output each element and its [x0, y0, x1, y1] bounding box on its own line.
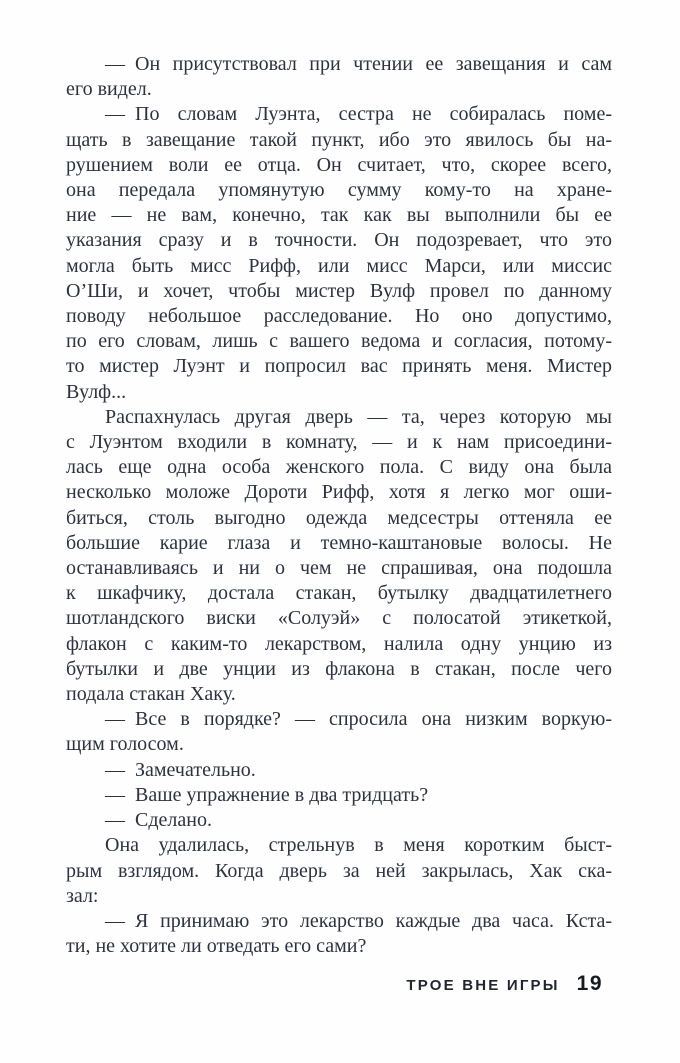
text-line: — Замечательно.	[105, 758, 256, 781]
text-line: останавливаясь и ни о чем не спрашивая, она подошла	[66, 557, 612, 580]
text-line: с Луэнтом входили в комнату, — и к нам присоедини-	[66, 431, 612, 454]
text-line: ти, не хотите ли отведать его сами?	[66, 935, 367, 958]
text-line: рым взглядом. Когда дверь за ней закрылась, Хак ска-	[66, 859, 612, 882]
text-line: указания сразу и в точности. Он подозревает, что это	[66, 229, 612, 252]
text-line: ние — не вам, конечно, так как вы выполнили бы ее	[66, 204, 612, 227]
text-line: — Ваше упражнение в два тридцать?	[105, 783, 429, 806]
paragraph	[66, 783, 612, 808]
text-line: шотландского виски «Солуэй» с полосатой этикеткой,	[66, 607, 612, 630]
paragraph	[66, 405, 612, 707]
text-line: его видел.	[66, 78, 152, 101]
text-line: лась еще одна особа женского пола. С виду она была	[66, 456, 612, 479]
text-line: она передала упомянутую сумму кому-то на хране-	[66, 179, 612, 202]
text-line: — Он присутствовал при чтении ее завещания и сам	[105, 53, 612, 75]
paragraph	[66, 758, 612, 783]
text-line: — Все в порядке? — спросила она низким воркую-	[105, 708, 612, 731]
text-line: Вулф...	[66, 380, 127, 403]
paragraph	[66, 909, 612, 959]
paragraph	[66, 707, 612, 757]
text-line: большие карие глаза и темно-каштановые волосы. Не	[66, 531, 612, 554]
text-line: подала стакан Хаку.	[66, 683, 236, 706]
text-line: поводу небольшое расследование. Но оно допустимо,	[66, 305, 612, 328]
text-line: — Я принимаю это лекарство каждые два часа. Кста-	[105, 909, 612, 932]
paragraph	[66, 833, 612, 909]
text-line: биться, столь выгодно одежда медсестры оттеняла ее	[66, 506, 612, 529]
text-line: к шкафчику, достала стакан, бутылку двадцатилетнего	[66, 582, 612, 605]
text-line: по его словам, лишь с вашего ведома и согласия, потому-	[66, 330, 612, 353]
page-number: 19	[576, 972, 603, 995]
running-title: ТРОЕ ВНЕ ИГРЫ	[406, 977, 560, 994]
text-line: О’Ши, и хочет, чтобы мистер Вулф провел по данному	[66, 279, 612, 302]
text-line: щать в завещание такой пункт, ибо это явилось бы на-	[66, 128, 612, 151]
paragraph	[66, 102, 612, 404]
text-line: щим голосом.	[66, 733, 184, 756]
page-footer	[66, 972, 603, 996]
text-line: то мистер Луэнт и попросил вас принять меня. Мистер	[66, 355, 612, 378]
text-line: Она удалилась, стрельнув в меня коротким быст-	[105, 834, 612, 857]
text-line: несколько моложе Дороти Рифф, хотя я легко мог оши-	[66, 481, 612, 504]
text-line: бутылки и две унции из флакона в стакан, после чего	[66, 657, 612, 680]
paragraph	[66, 808, 612, 833]
text-line: рушением воли ее отца. Он считает, что, скорее всего,	[66, 153, 612, 176]
text-line: — Сделано.	[105, 809, 212, 832]
text-block	[66, 52, 612, 959]
paragraph	[66, 52, 612, 102]
text-line: зал:	[66, 884, 99, 907]
text-line: флакон с каким-то лекарством, налила одну унцию из	[66, 632, 612, 655]
text-line: Распахнулась другая дверь — та, через которую мы	[105, 405, 612, 428]
text-line: могла быть мисс Рифф, или мисс Марси, или миссис	[66, 254, 612, 277]
text-line: — По словам Луэнта, сестра не собиралась поме-	[105, 103, 612, 126]
